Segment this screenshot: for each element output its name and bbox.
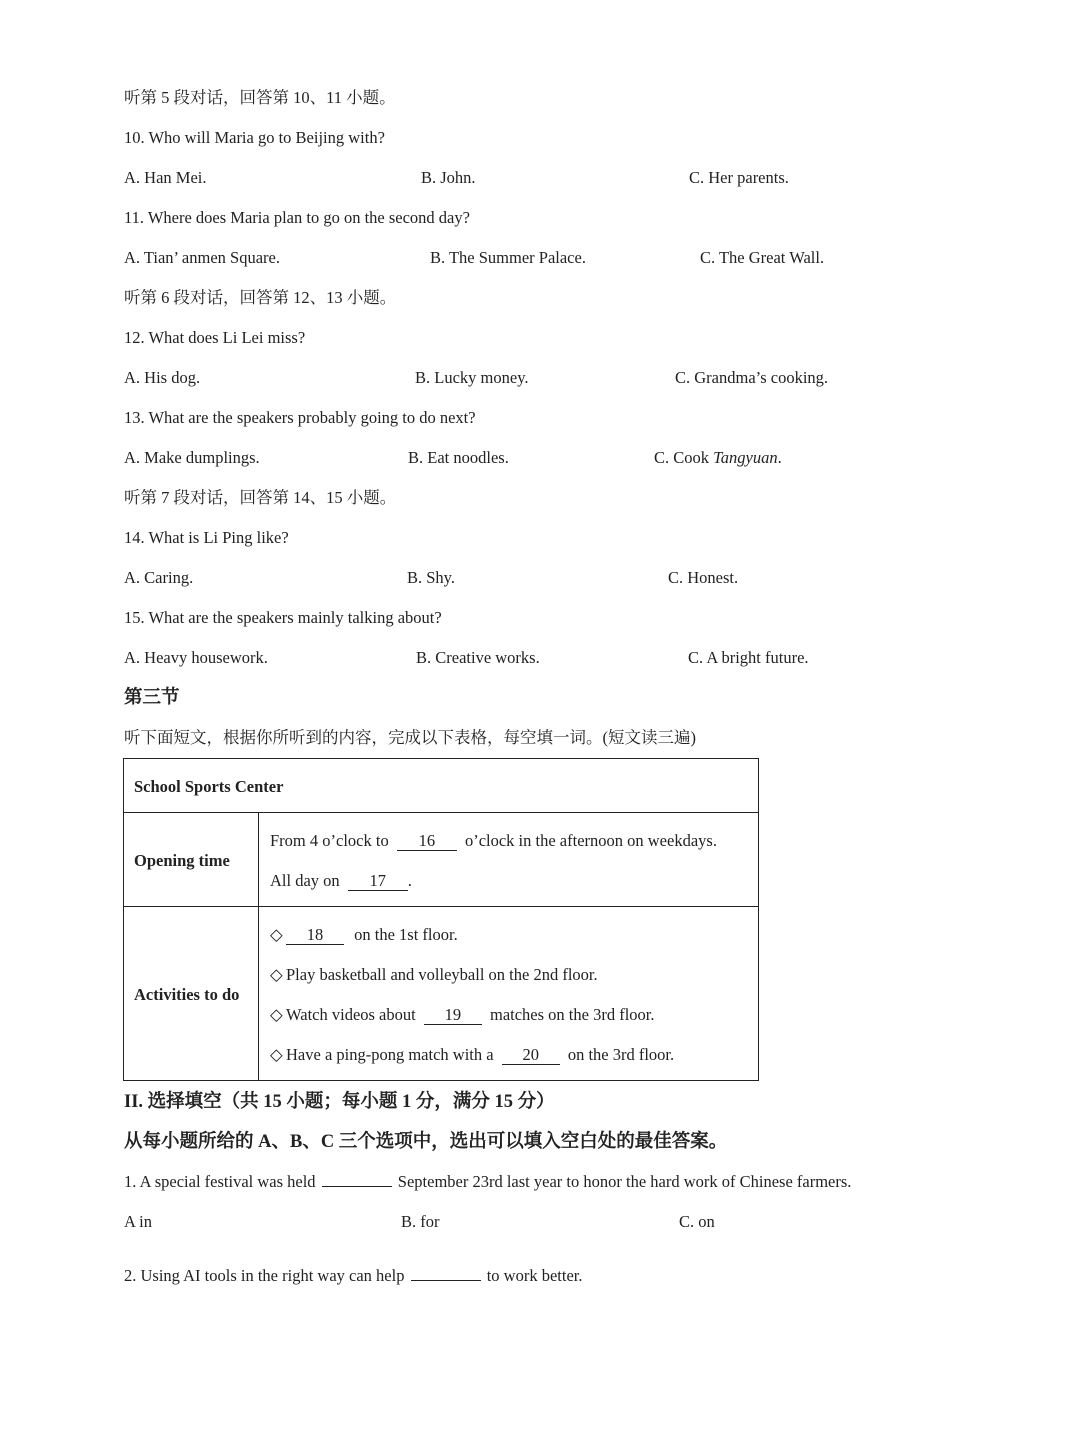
- blank-mc2: [411, 1280, 481, 1281]
- mc-question-2: 2. Using AI tools in the right way can help to work better.: [124, 1266, 583, 1285]
- opening-time-label: Opening time: [134, 851, 230, 870]
- q15-option-c: C. A bright future.: [688, 648, 809, 667]
- blank-mc1: [322, 1186, 392, 1187]
- section3-title: 第三节: [124, 688, 180, 708]
- diamond-icon: ◇: [270, 1005, 283, 1024]
- blank-19: 19: [424, 1006, 482, 1025]
- q10-option-c: C. Her parents.: [689, 168, 789, 187]
- q14-option-a: A. Caring.: [124, 568, 194, 587]
- blank-18: 18: [286, 926, 344, 945]
- table-divider: [124, 906, 758, 907]
- blank-20: 20: [502, 1046, 560, 1065]
- question-15: 15. What are the speakers mainly talking about?: [124, 608, 442, 627]
- opening-time-line-1: From 4 o’clock to 16 o’clock in the afternoon on weekdays.: [270, 831, 717, 850]
- question-14: 14. What is Li Ping like?: [124, 528, 289, 547]
- q11-option-a: A. Tian’ anmen Square.: [124, 248, 280, 267]
- q14-option-c: C. Honest.: [668, 568, 739, 587]
- mc1-option-a: A in: [124, 1212, 152, 1231]
- q14-option-b: B. Shy.: [407, 568, 455, 587]
- q10-option-a: A. Han Mei.: [124, 168, 207, 187]
- section-header-dialogue-5: 听第 5 段对话，回答第 10、11 小题。: [124, 88, 396, 107]
- activity-2: ◇ Play basketball and volleyball on the 2nd floor.: [270, 965, 598, 984]
- sports-center-table: [123, 758, 759, 1081]
- activities-label: Activities to do: [134, 985, 240, 1004]
- q11-option-b: B. The Summer Palace.: [430, 248, 586, 267]
- q12-option-c: C. Grandma’s cooking.: [675, 368, 829, 387]
- q15-option-a: A. Heavy housework.: [124, 648, 268, 667]
- activity-3: ◇ Watch videos about 19 matches on the 3rd floor.: [270, 1005, 655, 1024]
- question-13: 13. What are the speakers probably going to do next?: [124, 408, 476, 427]
- question-10: 10. Who will Maria go to Beijing with?: [124, 128, 385, 147]
- section-header-dialogue-7: 听第 7 段对话，回答第 14、15 小题。: [124, 488, 397, 507]
- part2-instruction: 从每小题所给的 A、B、C 三个选项中，选出可以填入空白处的最佳答案。: [124, 1132, 728, 1152]
- question-11: 11. Where does Maria plan to go on the second day?: [124, 208, 470, 227]
- q13-option-b: B. Eat noodles.: [408, 448, 509, 467]
- mc1-option-c: C. on: [679, 1212, 715, 1231]
- blank-17: 17: [348, 872, 408, 891]
- mc-question-1: 1. A special festival was held September 23rd last year to honor the hard work of Chinese farmers.: [124, 1172, 852, 1191]
- diamond-icon: ◇: [270, 965, 283, 984]
- diamond-icon: ◇: [270, 925, 283, 944]
- activity-4: ◇ Have a ping-pong match with a 20 on the 3rd floor.: [270, 1045, 675, 1064]
- mc1-option-b: B. for: [401, 1212, 440, 1231]
- activity-1: ◇ 18 on the 1st floor.: [270, 925, 458, 944]
- section-header-dialogue-6: 听第 6 段对话，回答第 12、13 小题。: [124, 288, 397, 307]
- q15-option-b: B. Creative works.: [416, 648, 540, 667]
- part2-title: II. 选择填空（共 15 小题；每小题 1 分，满分 15 分）: [124, 1092, 555, 1112]
- table-divider: [124, 812, 758, 813]
- blank-16: 16: [397, 832, 457, 851]
- q10-option-b: B. John.: [421, 168, 476, 187]
- section3-instruction: 听下面短文，根据你所听到的内容，完成以下表格，每空填一词。(短文读三遍): [124, 728, 696, 747]
- q13-option-a: A. Make dumplings.: [124, 448, 260, 467]
- q11-option-c: C. The Great Wall.: [700, 248, 825, 267]
- table-title: School Sports Center: [134, 777, 284, 796]
- question-12: 12. What does Li Lei miss?: [124, 328, 306, 347]
- q12-option-a: A. His dog.: [124, 368, 201, 387]
- opening-time-line-2: All day on 17 .: [270, 871, 412, 890]
- q12-option-b: B. Lucky money.: [415, 368, 529, 387]
- q13-option-c: C. Cook Tangyuan.: [654, 448, 782, 467]
- table-column-divider: [258, 812, 259, 1080]
- diamond-icon: ◇: [270, 1045, 283, 1064]
